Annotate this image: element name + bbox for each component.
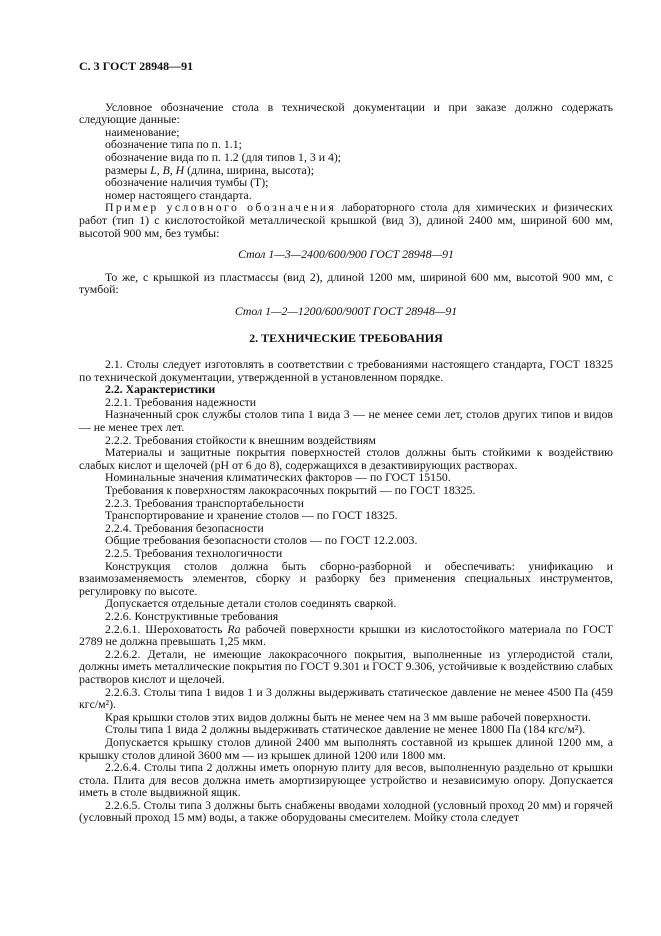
list-item-cabinet: обозначение наличия тумбы (Т); <box>105 175 269 190</box>
list-item-sizes: размеры L, B, H (длина, ширина, высота); <box>105 162 315 177</box>
para-2-2-2-paint: Требования к поверхностям лакокрасочных покрытий — по ГОСТ 18325. <box>105 483 476 498</box>
para-2-2-6-3-allow: Допускается крышку столов длиной 2400 мм выполнять составной из крышек длиной 1200 мм, а крышку столов длиной 3600 мм — из крышек длиной 1200 или 1800 мм. <box>79 734 613 762</box>
para-2-2-1-text: Назначенный срок службы столов типа 1 вида 3 — не менее семи лет, столов других типов и видов — не менее трех лет. <box>79 407 613 435</box>
list-item-standard: номер настоящего стандарта. <box>105 187 252 202</box>
para-2-2-5-text: Конструкция столов должна быть сборно-разборной и обеспечивать: унификацию и взаимозаменяемость элементов, сборку и разборку без применения специальных инструментов, регулировку по высоте. <box>79 558 613 598</box>
list-item-type: обозначение типа по п. 1.1; <box>105 137 242 152</box>
example-label: Пример условного обозначения <box>105 200 337 215</box>
para-2-2-6-3-type1: Столы типа 1 вида 2 должны выдерживать статическое давление не менее 1800 Па (184 кгс/м²). <box>105 722 586 737</box>
para-2-2-1-heading: 2.2.1. Требования надежности <box>105 394 257 409</box>
para-2-2-4-text: Общие требования безопасности столов — по ГОСТ 12.2.003. <box>105 533 418 548</box>
para-2-2-6-heading: 2.2.6. Конструктивные требования <box>105 608 279 623</box>
para-2-2-6-4: 2.2.6.4. Столы типа 2 должны иметь опорную плиту для весов, выполненную раздельно от крышки стола. Плита для весов должна иметь амортизирующее устройство и независимую опору. Допускается иметь в столе выдвижной ящик. <box>79 760 613 800</box>
page-header: С. 3 ГОСТ 28948—91 <box>79 59 194 73</box>
para-2-2-6-5: 2.2.6.5. Столы типа 3 должны быть снабжены вводами холодной (условный проход 20 мм) и горячей (условный проход 15 мм) воды, а также оборудованы смесителем. Мойку стола следует <box>79 797 613 825</box>
para-2-2-heading: 2.2. Характеристики <box>105 382 216 397</box>
para-2-2-4-heading: 2.2.4. Требования безопасности <box>105 520 264 535</box>
para-2-2-6-2: 2.2.6.2. Детали, не имеющие лакокрасочного покрытия, выполненные из углеродистой стали, должны иметь металлические покрытия по ГОСТ 9.301 и ГОСТ 9.306, устойчивые к воздействию слабых растворов кислот и щелочей. <box>79 646 613 686</box>
para-2-2-2-climate: Номинальные значения климатических факторов — по ГОСТ 15150. <box>105 470 451 485</box>
para-2-2-6-3: 2.2.6.3. Столы типа 1 видов 1 и 3 должны выдерживать статическое давление не менее 4500 Па (459 кгс/м²). <box>79 684 613 712</box>
intro-paragraph: Условное обозначение стола в технической документации и при заказе должно содержать следующие данные: <box>79 99 613 127</box>
designation-example-2: Стол 1—2—1200/600/900Т ГОСТ 28948—91 <box>234 303 458 318</box>
section-title: 2. ТЕХНИЧЕСКИЕ ТРЕБОВАНИЯ <box>249 330 443 345</box>
para-2-2-3-heading: 2.2.3. Требования транспортабельности <box>105 495 304 510</box>
list-item-kind: обозначение вида по п. 1.2 (для типов 1, 3 и 4); <box>105 149 342 164</box>
designation-example-1: Стол 1—3—2400/600/900 ГОСТ 28948—91 <box>238 247 454 262</box>
para-2-2-5-weld: Допускается отдельные детали столов соединять сваркой. <box>105 596 397 611</box>
para-2-1: 2.1. Столы следует изготовлять в соответствии с требованиями настоящего стандарта, ГОСТ 18325 по технической документации, утвержденной в установленном порядке. <box>79 357 613 384</box>
list-item-name: наименование; <box>105 124 180 139</box>
para-2-2-2-heading: 2.2.2. Требования стойкости к внешним воздействиям <box>105 432 376 447</box>
para-2-2-6-1: 2.2.6.1. Шероховатость Ra рабочей поверхности крышки из кислотостойкого материала по ГОСТ 2789 не должна превышать 1,25 мкм. <box>79 621 613 649</box>
example-paragraph: Пример условного обозначения лабораторного стола для химических и физических работ (тип 1) с кислотостойкой металлической крышкой (вид 3), длиной 2400 мм, шириной 600 мм, высотой 900 мм, без тумбы: <box>79 200 613 240</box>
para-2-2-5-heading: 2.2.5. Требования технологичности <box>105 546 283 560</box>
para-2-2-2-text: Материалы и защитные покрытия поверхностей столов должны быть стойкими к воздействию слабых кислот и щелочей (рН от 6 до 8), содержащихся в дезактивирующих растворах. <box>79 445 613 472</box>
para-2-2-6-3-edge: Края крышки столов этих видов должны быть не менее чем на 3 мм выше рабочей поверхности. <box>105 709 591 724</box>
para-2-2-3-text: Транспортирование и хранение столов — по ГОСТ 18325. <box>105 508 398 523</box>
example-2-paragraph: То же, с крышкой из пластмассы (вид 2), длиной 1200 мм, шириной 600 мм, высотой 900 мм, с тумбой: <box>79 269 613 297</box>
